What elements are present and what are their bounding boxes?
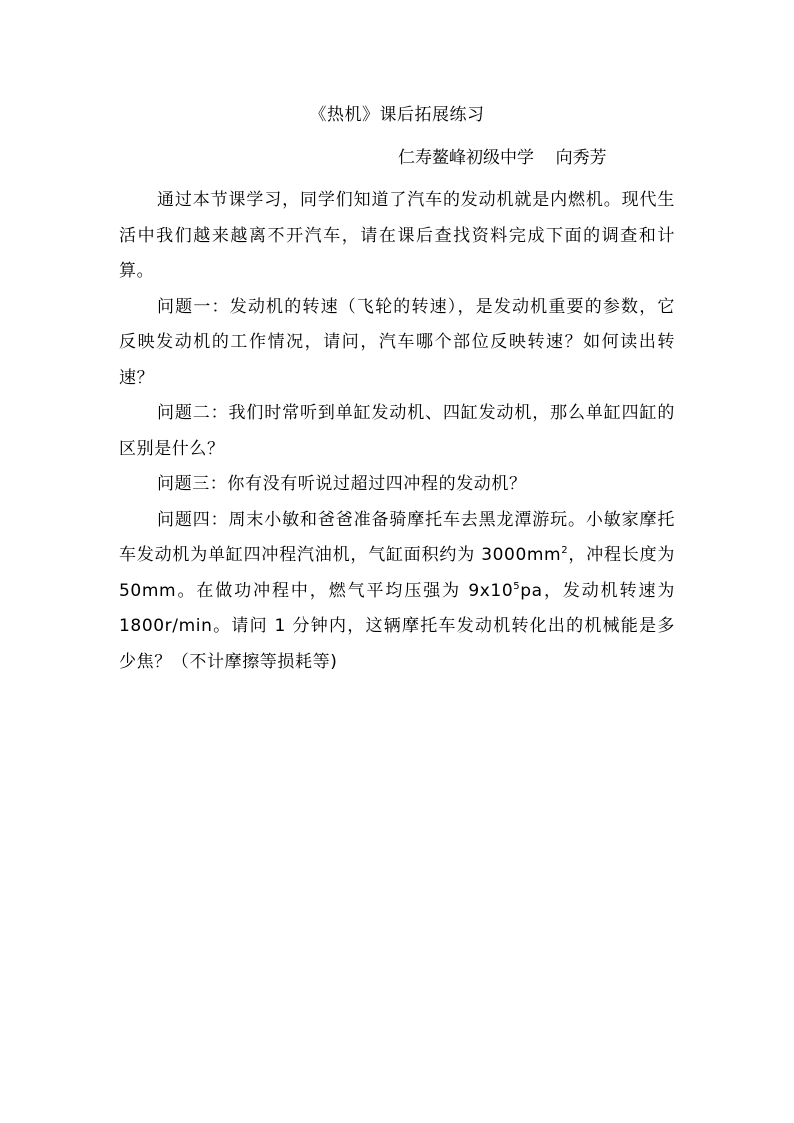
intro-paragraph: 通过本节课学习，同学们知道了汽车的发动机就是内燃机。现代生活中我们越来越离不开汽车，请在课后查找资料完成下面的调查和计算。 xyxy=(119,190,675,281)
question-4-text-a: 问题四：周末小敏和爸爸准备骑摩托车去黑龙潭游玩。小敏家摩托车发动机为单缸四冲程汽油机，气缸面积约为 3000mm xyxy=(119,509,675,565)
document-body xyxy=(119,183,675,680)
question-3: 问题三：你有没有听说过超过四冲程的发动机？ xyxy=(157,474,527,494)
question-4-text-c: pa，发动机转速为 1800r/min。请问 1 分钟内，这辆摩托车发动机转化出的机械能是多少焦？（不计摩擦等损耗等) xyxy=(119,580,675,672)
author-line: 仁寿鳌峰初级中学 向秀芳 xyxy=(398,148,607,168)
document-title: 《热机》课后拓展练习 xyxy=(309,105,485,125)
area-unit-exponent: 2 xyxy=(561,545,569,556)
question-2: 问题二：我们时常听到单缸发动机、四缸发动机，那么单缸四缸的区别是什么？ xyxy=(119,403,675,459)
question-4 xyxy=(119,503,675,681)
pressure-exponent: 5 xyxy=(513,580,521,592)
question-1: 问题一：发动机的转速（飞轮的转速），是发动机重要的参数，它反映发动机的工作情况，请问，汽车哪个部位反映转速？如何读出转速？ xyxy=(119,296,675,388)
question-4-text-b: ，冲程长度为 50mm。在做功冲程中，燃气平均压强为 9x10 xyxy=(119,545,675,601)
